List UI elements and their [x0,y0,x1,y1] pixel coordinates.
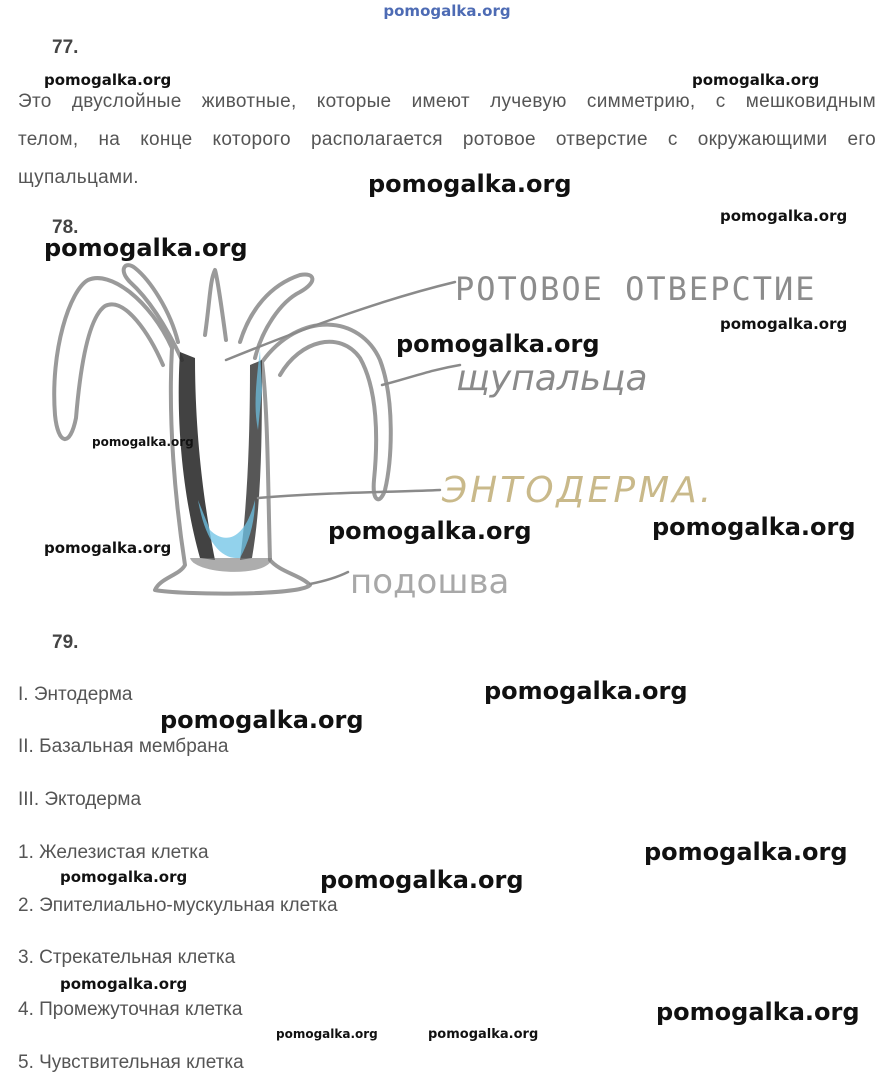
watermark: pomogalka.org [484,677,688,705]
site-header[interactable]: pomogalka.org [383,2,511,20]
answer-77-line-2: телом, на конце которого располагается ротовое отверстие с окружающими его [18,129,876,150]
watermark: pomogalka.org [428,1027,539,1042]
watermark: pomogalka.org [328,517,532,545]
label-tentacles: щупальца [456,358,648,399]
list-item: 3. Стрекательная клетка [18,947,236,968]
watermark: pomogalka.org [160,706,364,734]
label-sole: подошва [350,562,510,602]
watermark: pomogalka.org [44,539,172,557]
watermark: pomogalka.org [320,866,524,894]
watermark: pomogalka.org [656,998,860,1026]
label-endoderm: ЭНТОДЕРМА. [442,470,715,511]
sole-area [190,558,272,572]
watermark: pomogalka.org [276,1027,378,1041]
watermark: pomogalka.org [44,71,172,89]
watermark: pomogalka.org [92,435,194,449]
list-item: 4. Промежуточная клетка [18,999,243,1020]
watermark: pomogalka.org [396,330,600,358]
label-mouth-opening: РОТОВОЕ ОТВЕРСТИЕ [455,270,817,308]
watermark: pomogalka.org [720,207,848,225]
answer-77-line-3: щупальцами. [18,167,139,188]
answer-77-line-1: Это двуслойные животные, которые имеют лучевую симметрию, с мешковидным [18,91,876,112]
list-item: 1. Железистая клетка [18,842,209,863]
question-number-77: 77. [52,37,79,58]
watermark: pomogalka.org [692,71,820,89]
question-number-79: 79. [52,632,79,653]
watermark: pomogalka.org [44,234,248,262]
list-item: III. Эктодерма [18,789,142,810]
endoderm-layer [179,352,215,560]
watermark: pomogalka.org [644,838,848,866]
list-item: 2. Эпителиально-мускульная клетка [18,895,338,916]
list-item: II. Базальная мембрана [18,736,229,757]
question-number-78: 78. [52,217,79,238]
list-item: I. Энтодерма [18,684,133,705]
watermark: pomogalka.org [60,868,188,886]
watermark: pomogalka.org [60,975,188,993]
watermark: pomogalka.org [368,170,572,198]
watermark: pomogalka.org [720,315,848,333]
list-item: 5. Чувствительная клетка [18,1052,244,1073]
watermark: pomogalka.org [652,513,856,541]
